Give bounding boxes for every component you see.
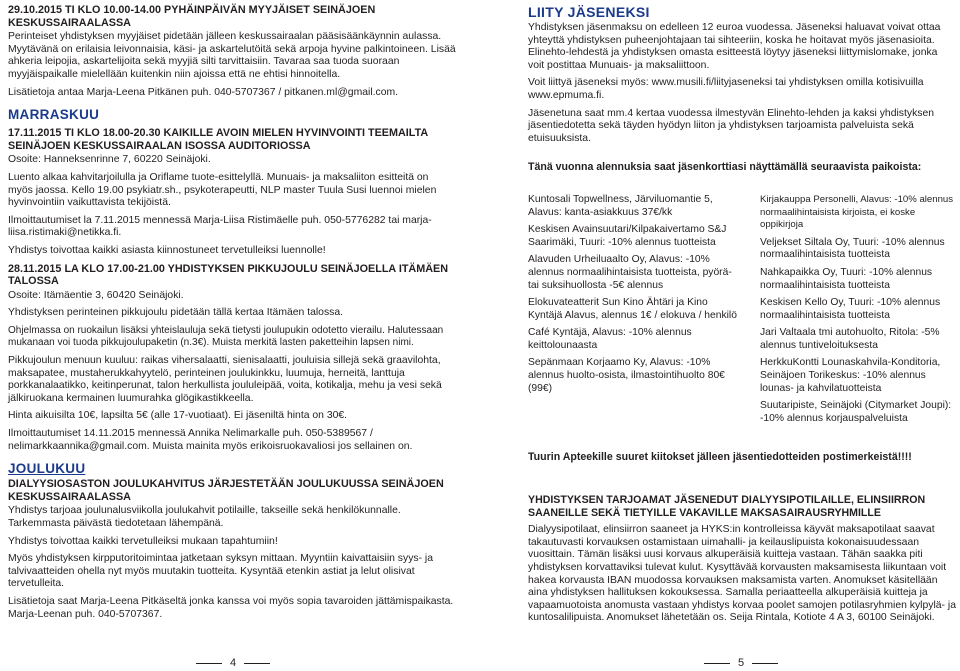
event-text: Perinteiset yhdistyksen myyjäiset pidetään jälleen keskussairaalan pääsisäänkäynnin aulassa. Myytävänä on erilaisia leivonnaisia, käsi- ja askartelutöitä sekä arpoja hyvine palkintoineen. Lisää ahkeria leipojia, askartelijoita sekä myyjiä silti tarvittaisiin. Tavaraa saa tuoda suoraan myyjäispaikalle mielellään kuitenkin niin ajoissa että ne ehtisi hinnoitella. [8,31,456,80]
discount-item: Sepänmaan Korjaamo Ky, Alavus: -10% alennus huolto-osista, ilmastointihuolto 80€ (99€) [528,357,725,394]
event-registration: Ilmoittautumiset la 7.11.2015 mennessä Marja-Liisa Ristimäelle puh. 050-5776282 tai marja-liisa.ristimaki@netikka.fi. [8,214,432,239]
discount-list [528,194,956,426]
join-text: Yhdistyksen jäsenmaksu on edelleen 12 euroa vuodessa. Jäseneksi haluavat voivat ottaa yhteyttä yhdistyksen puheenjohtajaan tai sihteeriin, koska he hoitavat myös jäsenasioita. Elinehto-lehdestä ja yhdistyksen omasta esitteestä löytyy jäseneksi liittymislomake, jonka voit postittaa Munuais- ja maksaliittoon. [528,22,941,71]
discount-item: Nahkapaikka Oy, Tuuri: -10% alennus normaalihintaisista tuotteista [760,266,933,291]
event-contact: Lisätietoja saat Marja-Leena Pitkäseltä jonka kanssa voi myös sopia tavaroiden jättämispaikasta. Marja-Leenan puh. 040-5707367. [8,595,454,620]
month-heading-november: MARRASKUU [8,107,100,123]
event-heading-joulukahvitus: DIALYYSIOSASTON JOULUKAHVITUS JÄRJESTETÄÄN JOULUKUUSSA SEINÄJOEN KESKUSSAIRAALASSA [8,478,444,503]
event-welcome: Yhdistys toivottaa kaikki tervetulleiksi mukaan tapahtumiin! [8,535,278,547]
page-number-dash [196,663,222,664]
discount-item: Veljekset Siltala Oy, Tuuri: -10% alennus normaalihintaisista tuotteista [760,236,945,261]
event-heading-pyhainpaiva: 29.10.2015 TI KLO 10.00-14.00 PYHÄINPÄIVÄN MYYJÄISET SEINÄJOEN KESKUSSAIRAALASSA [8,4,376,29]
page-number-dash [704,663,730,664]
right-page [528,0,956,671]
benefits-heading: YHDISTYKSEN TARJOAMAT JÄSENEDUT DIALYYSIPOTILAILLE, ELINSIIRRON SAANEILLE SEKÄ TIETYILLE VAKAVILLE MAKSASAIRAUSRYHMILLE [528,494,926,519]
discount-item: Café Kyntäjä, Alavus: -10% alennus keittolounaasta [528,327,692,351]
discount-item: Keskisen Kello Oy, Tuuri: -10% alennus normaalihintaisista tuotteista [760,297,941,321]
page-number-dash [244,663,270,664]
discount-column-a [528,194,742,426]
event-address: Osoite: Hanneksenrinne 7, 60220 Seinäjoki. [8,154,211,166]
event-welcome: Yhdistys toivottaa kaikki asiasta kiinnostuneet tervetulleiksi luennolle! [8,244,326,256]
event-address: Osoite: Itämäentie 3, 60420 Seinäjoki. [8,289,184,301]
page-number-text: 4 [230,657,237,669]
discount-item: Suutaripiste, Seinäjoki (Citymarket Joupi): -10% alennus korjauspalveluista [760,400,952,424]
page-number-left [196,657,270,669]
join-online: Voit liittyä jäseneksi myös: www.musili.fi/liityjaseneksi tai yhdistyksen omilla kotisivuilla www.epmuma.fi. [528,77,924,101]
page-number-right [704,657,778,669]
pharmacy-thanks: Tuurin Apteekille suuret kiitokset jälleen jäsentiedotteiden postimerkeistä!!!! [528,451,912,464]
event-text: Luento alkaa kahvitarjoilulla ja Oriflame tuote-esittelyllä. Munuais- ja maksaliiton esitteitä on myös jaossa. Kello 19.00 psykiatr.sh., psykoterapeutti, NLP master Tuula Susi luennoi mielen hyvinvointiin vaikuttavista tekijöistä. [8,171,437,209]
discount-item: Alavuden Urheiluaalto Oy, Alavus: -10% alennus normaalihintaisista tuotteista, pyörä- tai suksihuollosta -5€ alennus [528,254,732,291]
event-text: Myös yhdistyksen kirpputoritoimintaa jatketaan syksyn mittaan. Myyntiin kaivattaisiin syys- ja talvivaatteiden ohella nyt myös muutakin tuotteita. Kysyntää etenkin astiat ja lelut olisivat tervetulleita. [8,553,434,590]
event-text: Yhdistys tarjoaa joulunalusviikolla joulukahvit potilaille, takseille sekä henkilökunnalle. Tarkemmasta päivästä tiedotetaan lähempänä. [8,505,401,529]
event-heading-teemailta: 17.11.2015 TI KLO 18.00-20.30 KAIKILLE AVOIN MIELEN HYVINVOINTI TEEMAILTA SEINÄJOEN KESKUSSAIRAALAN ISOSSA AUDITORIOSSA [8,127,428,152]
event-menu: Pikkujoulun menuun kuuluu: raikas vihersalaatti, sienisalaatti, jouluisia sillejä sekä graavilohta, maksapatee, mustaherukkahyytelö, perinteinen joulukinkku, luumuja, herneitä, lanttuja porkkanalaatikko, keitinperunat, talon herkullista joululeipää, voita, kotikalja, mehu ja vesi sekä jälkiruokana kermainen luumurahka glögikastikkeella. [8,355,442,404]
join-title: LIITY JÄSENEKSI [528,4,650,20]
event-registration: Ilmoittautumiset 14.11.2015 mennessä Annika Nelimarkalle puh. 050-5389567 / nelimarkkaannika@gmail.com. Muista mainita myös erikoisruokavaliosi jos sellainen on. [8,428,413,452]
discount-item: Keskisen Avainsuutari/Kilpakaivertamo S&J Saarimäki, Tuuri: -10% alennus tuotteista [528,224,727,248]
event-text: Ohjelmassa on ruokailun lisäksi yhteislauluja sekä tietysti joulupukin odotetto vierailu. Halutessaan mukanaan voi tuoda pikkujoulupaketin (n.3€). Muista merkitä lasten paketteihin lapsen nimi. [8,324,444,349]
page-number-dash [752,663,778,664]
month-heading-december: JOULUKUU [8,461,86,477]
event-text: Yhdistyksen perinteinen pikkujoulu pidetään tällä kertaa Itämäen talossa. [8,307,344,319]
discount-item: Kirjakauppa Personelli, Alavus: -10% alennus normaalihintaisista kirjoista, ei koske oppikirjoja [760,193,954,231]
event-heading-pikkujoulu: 28.11.2015 LA KLO 17.00-21.00 YHDISTYKSEN PIKKUJOULU SEINÄJOELLA ITÄMÄEN TALOSSA [8,262,449,288]
discount-item: Kuntosali Topwellness, Järviluomantie 5, Alavus: kanta-asiakkuus 37€/kk [528,193,713,218]
discount-item: Jari Valtaala tmi autohuolto, Ritola: -5% alennus tuntiveloituksesta [760,327,940,351]
discount-item: HerkkuKontti Lounaskahvila-Konditoria, Seinäjoen Torikeskus: -10% alennus lounas- ja kahvilatuotteista [760,357,941,394]
benefits-text: Dialyysipotilaat, elinsiirron saaneet ja HYKS:in kontrolleissa käyvät maksapotilaat saavat takautuvasti korvauksen ostamistaan uimahalli- ja keilauslipuista kokonaisuudessaan vuosittain. Tämän lisäksi uusi korvaus alkuperäisiä kuitteja vastaan. Tähän saakka piti yhdistyksen korvattaviksi tulevat kulut. Kysyttävää korvausten maksamisesta liikuntaan voit hakea korvausta IBAN muodossa korvauksen maksamista varten. Anomukset käsitellään aina yhdistyksen hallituksen kokouksessa. Samalla periaatteella alkuperäisiä kuitteja ja vapaamuotoista anomusta vastaan yhdistys korvaa poolet samojen potilasryhmien kylpylä- ja kuntosalilipuista. Anomukset lähetetään os. Seija Rintala, Kotiote 4 A 3, 60100 Seinäjoki. [528,524,956,624]
discount-item: Elokuvateatterit Sun Kino Ähtäri ja Kino Kyntäjä Alavus, alennus 1€ / elokuva / henkilö [528,297,737,321]
event-contact: Lisätietoja antaa Marja-Leena Pitkänen puh. 040-5707367 / pitkanen.ml@gmail.com. [8,86,399,98]
event-price: Hinta aikuisilta 10€, lapsilta 5€ (alle 17-vuotiaat). Ei jäseniltä hinta on 30€. [8,410,348,422]
page-number-text: 5 [738,657,745,669]
member-benefits: Jäsenetuna saat mm.4 kertaa vuodessa ilmestyvän Elinehto-lehden ja kaksi yhdistyksen jäsentiedotetta sekä täyden hyödyn liiton ja yhdistyksen tarjoamista palveluista sekä etuisuuksista. [528,107,935,144]
discount-column-b [760,194,956,426]
discounts-title: Tänä vuonna alennuksia saat jäsenkorttiasi näyttämällä seuraavista paikoista: [528,161,922,174]
